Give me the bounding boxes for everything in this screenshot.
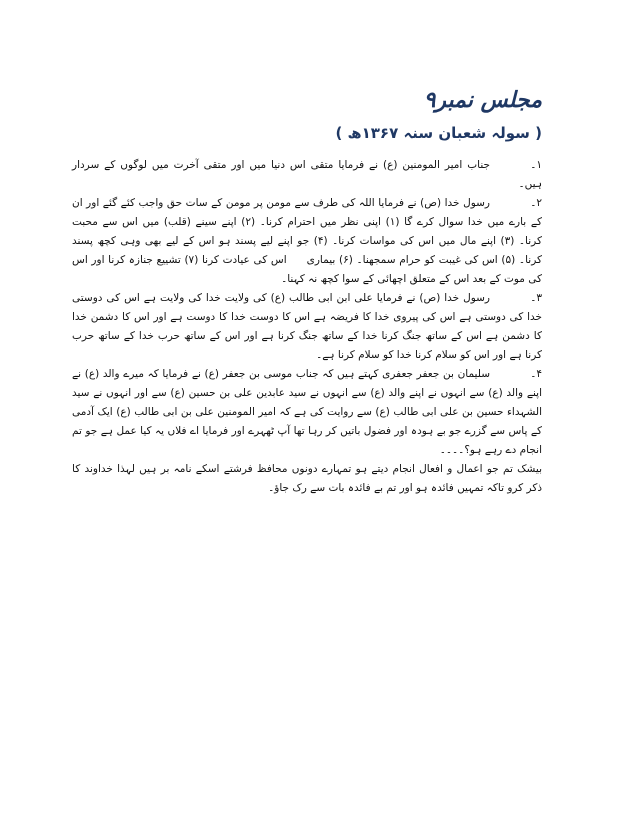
- paragraph-3: [72, 289, 542, 365]
- page-subtitle-date: ( سولہ شعبان سنہ ۱۳۶۷ھ ): [335, 124, 542, 142]
- paragraph-text: جناب امیر المومنین (ع) نے فرمایا متقی اس دنیا میں اور متقی آخرت میں لوگوں کے سردار ہیں۔: [72, 159, 542, 190]
- paragraph-number: ۲۔: [530, 197, 542, 209]
- paragraph-text: رسول خدا (ص) نے فرمایا علی ابن ابی طالب (ع) کی ولایت خدا کی ولایت ہے اس کی دوستی خدا کی دوستی ہے اس کی پیروی خدا کا فریضہ ہے اس کا دوست خدا کا دوست ہے اور اس کا دشمن خدا کا دشمن ہے اس کے ساتھ جنگ کرنا خدا کے ساتھ جنگ کرنا ہے اور اس کے ساتھ حرب خدا کے ساتھ حرب کرنا ہے اور اس کو سلام کرنا خدا کو سلام کرنا ہے۔: [72, 292, 542, 361]
- paragraph-1: [72, 156, 542, 194]
- paragraph-text: رسول خدا (ص) نے فرمایا اللہ کی طرف سے مومن پر مومن کے سات حق واجب کئے گئے اور ان کے بارے میں خدا سوال کرے گا (۱) اپنی نظر میں احترام کرنا۔ (۲) اپنے سینے (قلب) میں اس سے محبت کرنا۔ (۳) اپنے مال میں اس کی مواسات کرنا۔ (۴) جو اپنے لیے پسند ہو اس کے لیے بھی وہی کچھ پسند کرنا۔ (۵) اس کی غیبت کو حرام سمجھنا۔ (۶) بیماری: [72, 197, 543, 266]
- paragraph-text-continued: اس کی عیادت کرنا (۷) تشییع جنازہ کرنا اور اس کی موت کے بعد اس کے متعلق اچھائی کے سوا کچھ نہ کہنا۔: [72, 254, 542, 285]
- page-title: مجلس نمبر۹: [423, 88, 542, 113]
- paragraph-text: سلیمان بن جعفر جعفری کہتے ہیں کہ جناب موسی بن جعفر (ع) نے فرمایا کہ میرے والد (ع) نے اپنے والد (ع) سے انہوں نے اپنے والد (ع) سے انہوں نے سید عابدین علی بن حسین (ع) سے اور انہوں نے سید الشہداء حسین بن علی ابی طالب (ع) سے روایت کی ہے کہ امیر المومنین علی بن ابی طالب (ع) ایک آدمی کے پاس سے گزرے جو بے ہودہ اور فضول باتیں کر رہا تھا آپ ٹھہرے اور فرمایا اے فلاں یہ کیا عمل ہے جو تم انجام دے رہے ہو؟۔۔۔۔: [72, 368, 542, 456]
- paragraph-4: [72, 365, 542, 460]
- paragraph-4-continuation: بیشک تم جو اعمال و افعال انجام دیتے ہو تمہارے دونوں محافظ فرشتے اسکے نامہ بر ہیں لہذا خداوند کا ذکر کرو تاکہ تمہیں فائدہ ہو اور تم بے فائدہ بات سے رک جاؤ۔: [72, 463, 542, 494]
- document-body: [72, 156, 542, 498]
- paragraph-number: ۴۔: [530, 368, 542, 380]
- paragraph-2: [72, 194, 542, 289]
- paragraph-number: ۳۔: [530, 292, 542, 304]
- paragraph-number: ۱۔: [530, 159, 542, 171]
